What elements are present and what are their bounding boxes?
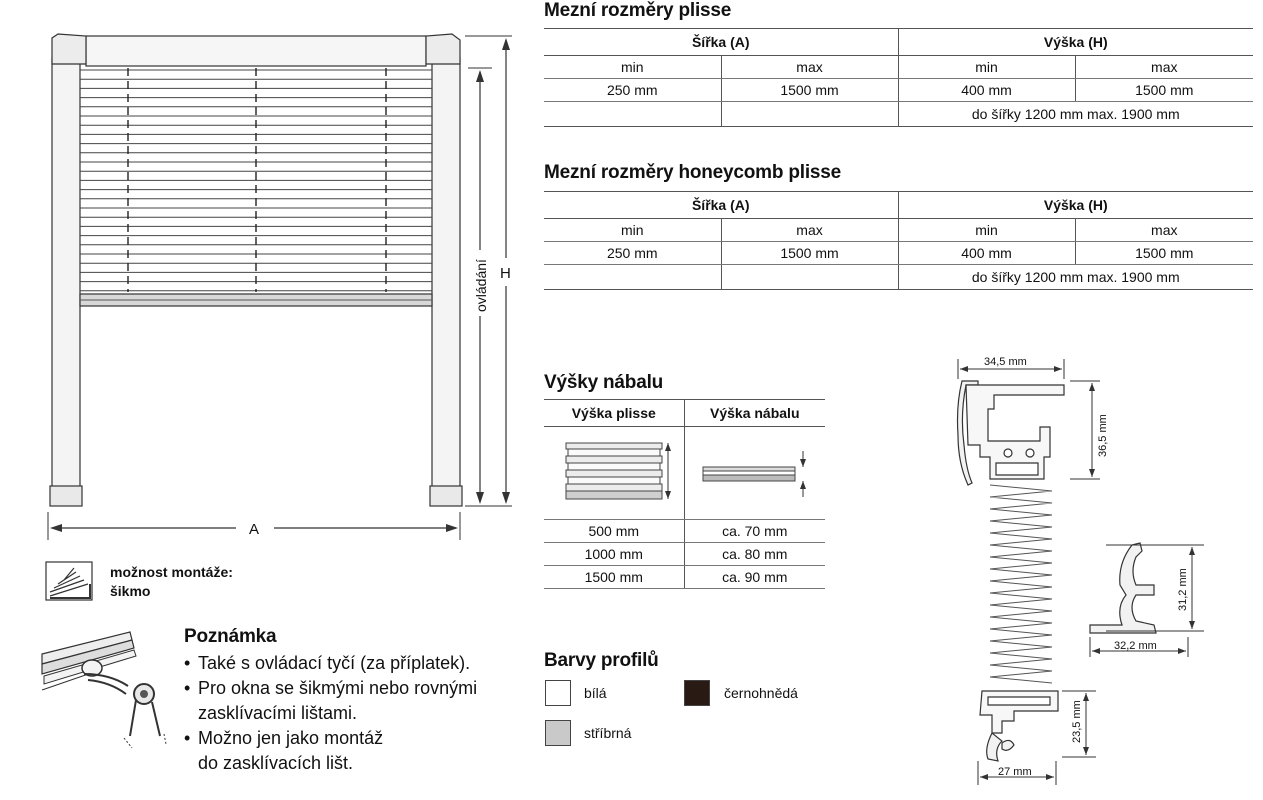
plisse-table-title: Mezní rozměry plisse bbox=[544, 0, 732, 21]
note-item: • Pro okna se šikmými nebo rovnými zasklívacími lištami. bbox=[184, 676, 477, 726]
dim-side-height: 31,2 mm bbox=[1177, 568, 1189, 611]
value-cell: 400 mm bbox=[898, 242, 1075, 265]
plisse-width-header: Šířka (A) bbox=[544, 29, 898, 56]
note-item: • Také s ovládací tyčí (za příplatek). bbox=[184, 651, 477, 676]
plisse-stack-icon bbox=[554, 437, 674, 507]
sub-min: min bbox=[898, 219, 1075, 242]
color-swatch-black-brown bbox=[684, 680, 710, 706]
sub-min: min bbox=[544, 56, 721, 79]
sub-max: max bbox=[721, 56, 898, 79]
value-cell: 1500 mm bbox=[1075, 79, 1253, 102]
nabal-value: ca. 90 mm bbox=[684, 566, 825, 589]
honeycomb-table bbox=[544, 191, 1253, 290]
sub-max: max bbox=[1075, 219, 1253, 242]
plisse-height-header: Výška (H) bbox=[898, 29, 1253, 56]
nabal-col1-header: Výška plisse bbox=[544, 400, 684, 427]
note-list bbox=[184, 651, 477, 776]
color-swatch-silver bbox=[545, 720, 571, 746]
sub-min: min bbox=[898, 56, 1075, 79]
value-cell: 1500 mm bbox=[721, 79, 898, 102]
sub-max: max bbox=[1075, 56, 1253, 79]
colors-title: Barvy profilů bbox=[544, 650, 659, 671]
honeycomb-height-header: Výška (H) bbox=[898, 192, 1253, 219]
value-cell: 1500 mm bbox=[1075, 242, 1253, 265]
note-title: Poznámka bbox=[184, 626, 277, 647]
nabal-value: ca. 70 mm bbox=[684, 520, 825, 543]
mounting-text bbox=[110, 563, 233, 601]
sub-min: min bbox=[544, 219, 721, 242]
width-label: A bbox=[249, 521, 260, 538]
nabal-plisse-value: 1500 mm bbox=[544, 566, 684, 589]
mounting-line-2: šikmo bbox=[110, 583, 151, 599]
nabal-col2-header: Výška nábalu bbox=[684, 400, 825, 427]
nabal-title: Výšky nábalu bbox=[544, 372, 664, 393]
profile-drawing bbox=[940, 345, 1210, 795]
value-cell: 400 mm bbox=[898, 79, 1075, 102]
dim-side-width: 32,2 mm bbox=[1114, 640, 1157, 652]
nabal-plisse-value: 1000 mm bbox=[544, 543, 684, 566]
sub-max: max bbox=[721, 219, 898, 242]
value-cell: 250 mm bbox=[544, 79, 721, 102]
color-label-black-brown: černohnědá bbox=[724, 685, 798, 701]
honeycomb-table-title: Mezní rozměry honeycomb plisse bbox=[544, 162, 842, 183]
nabal-table bbox=[544, 399, 825, 589]
color-label-silver: stříbrná bbox=[584, 725, 632, 741]
nabal-stack-cell bbox=[684, 427, 825, 520]
note-item: • Možno jen jako montáž do zasklívacích lišt. bbox=[184, 726, 477, 776]
dim-top-height: 36,5 mm bbox=[1097, 414, 1109, 457]
dim-bottom-width: 27 mm bbox=[998, 766, 1032, 778]
honeycomb-width-header: Šířka (A) bbox=[544, 192, 898, 219]
dim-top-width: 34,5 mm bbox=[984, 356, 1027, 368]
note-section bbox=[184, 626, 477, 776]
color-label-white: bílá bbox=[584, 685, 607, 701]
height-label: H bbox=[500, 265, 511, 282]
honeycomb-note: do šířky 1200 mm max. 1900 mm bbox=[898, 265, 1253, 290]
plisse-note: do šířky 1200 mm max. 1900 mm bbox=[898, 102, 1253, 127]
plisse-table bbox=[544, 28, 1253, 127]
control-rod-illustration bbox=[40, 630, 180, 750]
nabal-value: ca. 80 mm bbox=[684, 543, 825, 566]
value-cell: 1500 mm bbox=[721, 242, 898, 265]
mounting-line-1: možnost montáže: bbox=[110, 564, 233, 580]
color-swatch-white bbox=[545, 680, 571, 706]
nabal-plisse-value: 500 mm bbox=[544, 520, 684, 543]
mounting-icon bbox=[44, 560, 94, 602]
nabal-stack-icon bbox=[695, 437, 815, 507]
dim-bottom-height: 23,5 mm bbox=[1071, 700, 1083, 743]
value-cell: 250 mm bbox=[544, 242, 721, 265]
blind-drawing bbox=[0, 0, 530, 550]
control-label: ovládání bbox=[473, 259, 489, 312]
plisse-stack-cell bbox=[544, 427, 684, 520]
